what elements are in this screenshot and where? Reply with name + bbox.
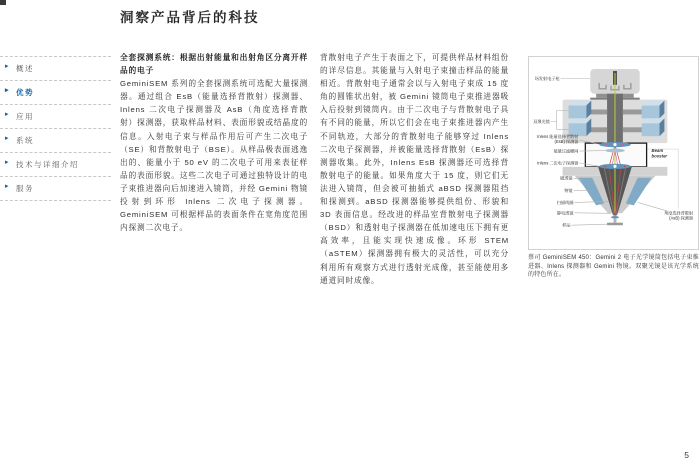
filter-grid-disc bbox=[605, 149, 625, 153]
sidebar-item-label: 技术与详细介绍 bbox=[16, 160, 79, 169]
sidebar-item-overview[interactable] bbox=[0, 56, 111, 80]
sample-tip bbox=[611, 216, 619, 219]
label-gun: 场发射电子枪 bbox=[534, 75, 560, 81]
sidebar-item-applications[interactable] bbox=[0, 104, 111, 128]
sidebar-item-advantages[interactable] bbox=[0, 80, 111, 104]
sidebar-item-technology[interactable] bbox=[0, 152, 111, 176]
page-number: 5 bbox=[684, 450, 689, 460]
figure-caption: 蔡司 GeminiSEM 450：Gemini 2 电子光学镜筒包括电子束推进器、Inlens 探测器和 Gemini 物镜。双聚光镜是该光学系统的特色所在。 bbox=[528, 255, 699, 279]
article-heading: 全套探测系统：根据出射能量和出射角区分离开样品的电子 bbox=[120, 53, 308, 76]
label-beam-booster-1: Beam bbox=[651, 148, 664, 154]
label-condenser: 双聚光镜 bbox=[533, 118, 550, 124]
figure-sem-column-diagram bbox=[528, 56, 699, 250]
sidebar-item-label: 概述 bbox=[16, 64, 34, 73]
chevron-right-icon: ▸ bbox=[5, 63, 11, 70]
sidebar-nav bbox=[0, 56, 111, 201]
chevron-right-icon: ▸ bbox=[5, 135, 11, 142]
article-body-1: GeminiSEM 系列的全套探测系统可选配大量探测器。通过组合 EsB（能量选择背散射）探测器、Inlens 二次电子探测器及 AsB（角度选择背散射）探测器，获取样品材料、表面形貌或结晶度的信息。入射电子束与样品作用后可产生二次电子（SE）和背散射电子（BSE）。从样品极表面逃逸出的、能量小于 50 eV 的二次电子可用来表征样品的表面形貌。这些二次电子可通过独特设计的电子束推进器向后加速进入镜筒，并经 Gemini 物镜投射到环形 Inlens 二次电子探测器。GeminiSEM 可根据样品的表面条件在宽角度范围内探测二次电子。 bbox=[120, 79, 308, 233]
sidebar-item-label: 应用 bbox=[16, 112, 34, 121]
sidebar-item-service[interactable] bbox=[0, 176, 111, 201]
sem-column-illustration bbox=[529, 57, 698, 249]
article-column-2 bbox=[320, 51, 509, 287]
sidebar-item-label: 服务 bbox=[16, 184, 34, 193]
chevron-right-icon: ▸ bbox=[5, 159, 11, 166]
chevron-right-icon: ▸ bbox=[5, 87, 11, 94]
sidebar-item-system[interactable] bbox=[0, 128, 111, 152]
label-asb-1: 角度选择背散射 bbox=[664, 210, 694, 216]
article-column-1 bbox=[120, 51, 308, 234]
label-esb-1: Inlens 能量选择背散射 bbox=[537, 134, 579, 140]
label-scan-coils: 扫描线圈 bbox=[556, 199, 574, 205]
sidebar-item-label: 优势 bbox=[16, 88, 34, 97]
label-electrostatic-lens: 静电透镜 bbox=[556, 210, 574, 216]
page-title: 洞察产品背后的科技 bbox=[120, 10, 260, 25]
chevron-right-icon: ▸ bbox=[5, 111, 11, 118]
label-asb-2: (AsB) 探测器 bbox=[669, 215, 694, 221]
label-inlens-se: Inlens 二次电子探测器 bbox=[537, 160, 579, 166]
label-objective: 物镜 bbox=[564, 188, 573, 194]
chevron-right-icon: ▸ bbox=[5, 183, 11, 190]
sample-stage bbox=[607, 223, 623, 226]
label-esb-2: (EsB) 探测器 bbox=[554, 139, 579, 145]
label-grid: 能量过滤栅网 bbox=[553, 148, 579, 154]
label-sample: 样品 bbox=[562, 222, 571, 228]
sidebar-item-label: 系统 bbox=[16, 136, 34, 145]
article-body-2: 背散射电子产生于表面之下，可提供样品材料组份的详尽信息。其能量与入射电子束撞击样品的能量相近。背散射电子通常会以与入射电子束成 15 度角的圆锥状出射，被 Gemini 镜筒电子束推进器吸入后投射到镜筒内。由于二次电子与背散射电子具有不同的能量，所以它们会在电子束推进器内产生不同轨迹，大部分的背散射电子能够穿过 Inlens 二次电子探测器，并被能量选择背散射（EsB）探测器收集。此外，Inlens EsB 探测器还可选择背散射电子的能量。如果角度大于 15 度，则它们无法进入镜筒，但会被可抽插式 aBSD 探测器阻挡和探测到。aBSD 探测器能够提供组份、形貌和 3D 表面信息。经改进的样品室背散射电子探测器（BSD）和透射电子探测器在低加速电压下拥有更高效率，且能实现快速成像。环形 STEM（aSTEM）探测器拥有极大的灵活性，可以充分利用所有观察方式进行透射光成像，甚至能使用多通道同时成像。 bbox=[320, 53, 509, 285]
label-beam-booster-2: booster bbox=[651, 153, 668, 159]
corner-mark bbox=[0, 0, 6, 5]
label-magnetic-lens: 磁透镜 bbox=[560, 175, 573, 181]
